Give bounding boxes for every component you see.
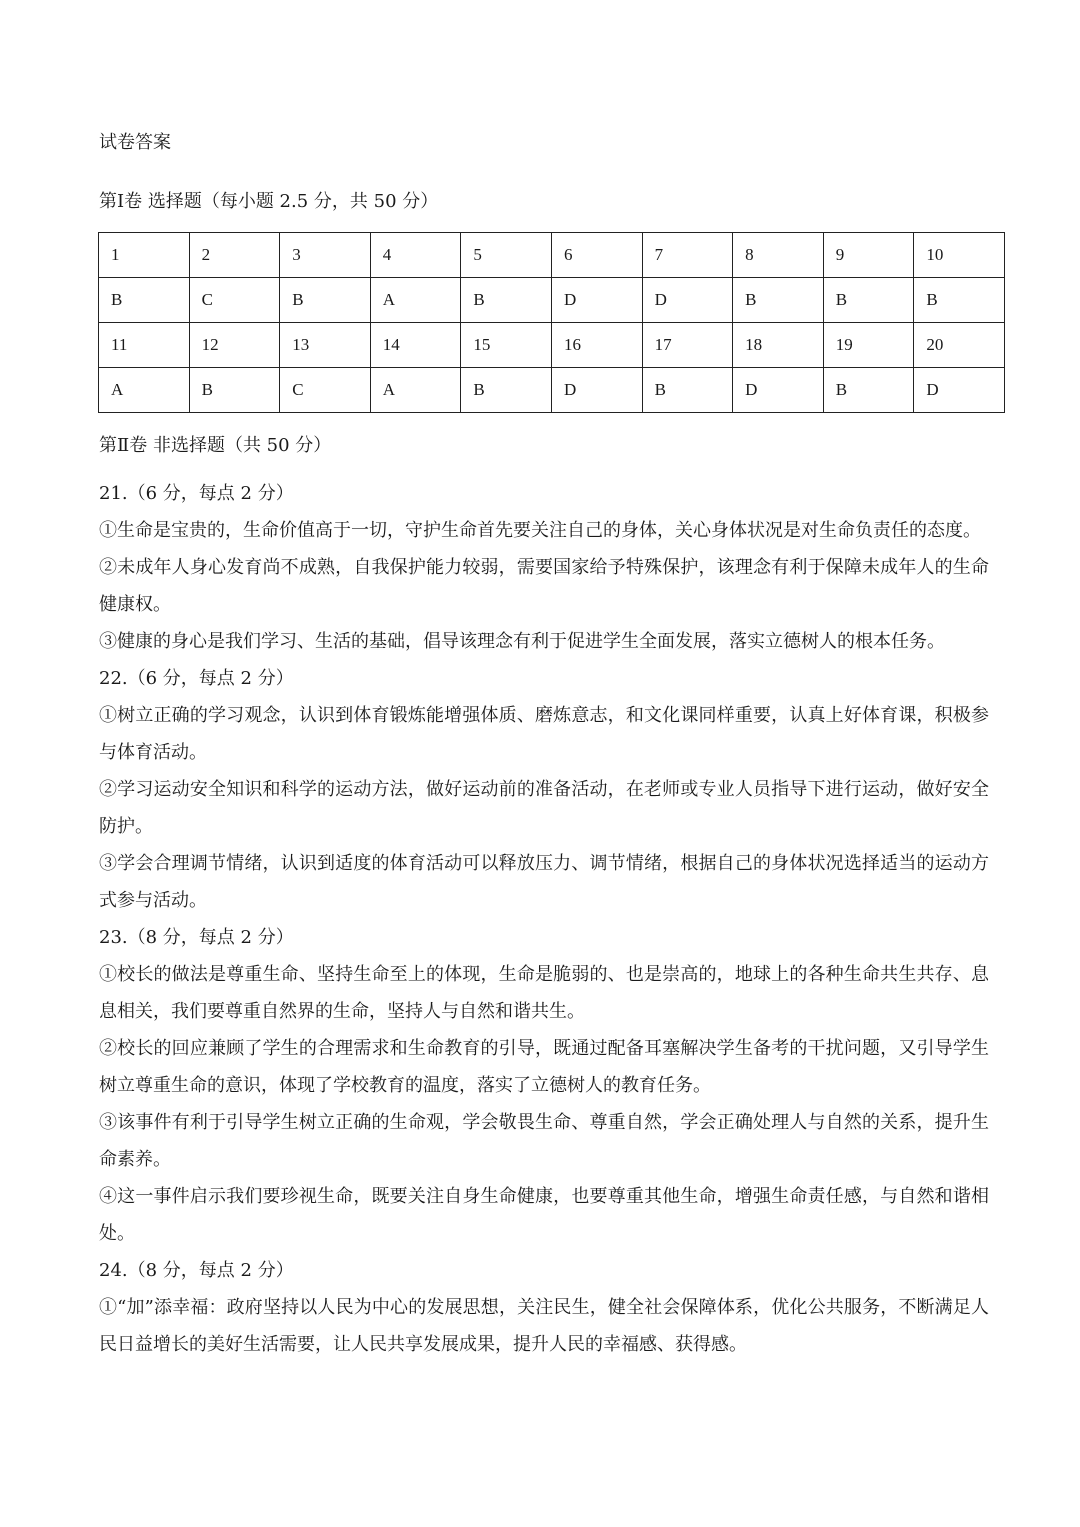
question-heading: 21.（6 分，每点 2 分）	[99, 483, 294, 504]
section-2-title: 第Ⅱ卷 非选择题（共 50 分）	[99, 435, 332, 456]
answer-point: ②未成年人身心发育尚不成熟，自我保护能力较弱，需要国家给予特殊保护，该理念有利于保障未成年人的生命健康权。	[99, 557, 989, 615]
answer-row	[99, 278, 1005, 323]
question-block	[99, 1252, 989, 1363]
answer-cell: B	[642, 368, 733, 413]
answer-point: ③学会合理调节情绪，认识到适度的体育活动可以释放压力、调节情绪，根据自己的身体状况选择适当的运动方式参与活动。	[99, 853, 989, 911]
answer-point: ③该事件有利于引导学生树立正确的生命观，学会敬畏生命、尊重自然，学会正确处理人与自然的关系，提升生命素养。	[99, 1112, 989, 1170]
answer-cell: B	[823, 368, 914, 413]
question-block	[99, 660, 989, 919]
answer-point: ①校长的做法是尊重生命、坚持生命至上的体现，生命是脆弱的、也是崇高的，地球上的各种生命共生共存、息息相关，我们要尊重自然界的生命，坚持人与自然和谐共生。	[99, 964, 989, 1022]
question-number-cell: 17	[642, 323, 733, 368]
question-heading: 24.（8 分，每点 2 分）	[99, 1260, 294, 1281]
answer-cell: D	[733, 368, 824, 413]
answer-cell: A	[370, 278, 461, 323]
question-block	[99, 919, 989, 1252]
question-number-cell: 13	[280, 323, 371, 368]
answer-row	[99, 368, 1005, 413]
question-number-cell: 11	[99, 323, 190, 368]
answer-point: ③健康的身心是我们学习、生活的基础，倡导该理念有利于促进学生全面发展，落实立德树人的根本任务。	[99, 631, 945, 652]
answer-cell: A	[99, 368, 190, 413]
answer-table-body	[99, 233, 1005, 413]
open-questions	[99, 475, 989, 1363]
question-number-cell: 18	[733, 323, 824, 368]
answer-cell: B	[461, 278, 552, 323]
question-number-cell: 15	[461, 323, 552, 368]
answer-cell: B	[99, 278, 190, 323]
answer-cell: C	[189, 278, 280, 323]
answer-cell: D	[551, 278, 642, 323]
question-number-cell: 1	[99, 233, 190, 278]
question-number-cell: 19	[823, 323, 914, 368]
question-number-cell: 10	[914, 233, 1005, 278]
question-number-cell: 3	[280, 233, 371, 278]
answer-point: ①“加”添幸福：政府坚持以人民为中心的发展思想，关注民生，健全社会保障体系，优化公共服务，不断满足人民日益增长的美好生活需要，让人民共享发展成果，提升人民的幸福感、获得感。	[99, 1297, 989, 1355]
question-number-cell: 16	[551, 323, 642, 368]
multiple-choice-answer-table	[98, 232, 1005, 413]
answer-cell: B	[914, 278, 1005, 323]
answer-point: ②学习运动安全知识和科学的运动方法，做好运动前的准备活动，在老师或专业人员指导下进行运动，做好安全防护。	[99, 779, 989, 837]
answer-point: ①树立正确的学习观念，认识到体育锻炼能增强体质、磨炼意志，和文化课同样重要，认真上好体育课，积极参与体育活动。	[99, 705, 989, 763]
answer-point: ①生命是宝贵的，生命价值高于一切，守护生命首先要关注自己的身体，关心身体状况是对生命负责任的态度。	[99, 520, 981, 541]
answer-point: ②校长的回应兼顾了学生的合理需求和生命教育的引导，既通过配备耳塞解决学生备考的干扰问题，又引导学生树立尊重生命的意识，体现了学校教育的温度，落实了立德树人的教育任务。	[99, 1038, 989, 1096]
question-number-cell: 14	[370, 323, 461, 368]
answer-cell: B	[189, 368, 280, 413]
question-number-cell: 9	[823, 233, 914, 278]
question-number-row	[99, 233, 1005, 278]
answer-cell: B	[280, 278, 371, 323]
answer-point: ④这一事件启示我们要珍视生命，既要关注自身生命健康，也要尊重其他生命，增强生命责任感，与自然和谐相处。	[99, 1186, 989, 1244]
question-number-cell: 6	[551, 233, 642, 278]
answer-cell: A	[370, 368, 461, 413]
question-number-row	[99, 323, 1005, 368]
question-number-cell: 7	[642, 233, 733, 278]
answer-cell: B	[461, 368, 552, 413]
answer-cell: D	[642, 278, 733, 323]
question-number-cell: 20	[914, 323, 1005, 368]
answer-cell: C	[280, 368, 371, 413]
question-number-cell: 2	[189, 233, 280, 278]
question-block	[99, 475, 989, 660]
question-number-cell: 8	[733, 233, 824, 278]
document-title: 试卷答案	[99, 132, 171, 153]
question-number-cell: 12	[189, 323, 280, 368]
answer-cell: B	[733, 278, 824, 323]
question-heading: 23.（8 分，每点 2 分）	[99, 927, 294, 948]
answer-cell: B	[823, 278, 914, 323]
question-number-cell: 4	[370, 233, 461, 278]
answer-cell: D	[551, 368, 642, 413]
question-number-cell: 5	[461, 233, 552, 278]
question-heading: 22.（6 分，每点 2 分）	[99, 668, 294, 689]
section-1-title: 第Ⅰ卷 选择题（每小题 2.5 分，共 50 分）	[99, 191, 439, 212]
answer-cell: D	[914, 368, 1005, 413]
